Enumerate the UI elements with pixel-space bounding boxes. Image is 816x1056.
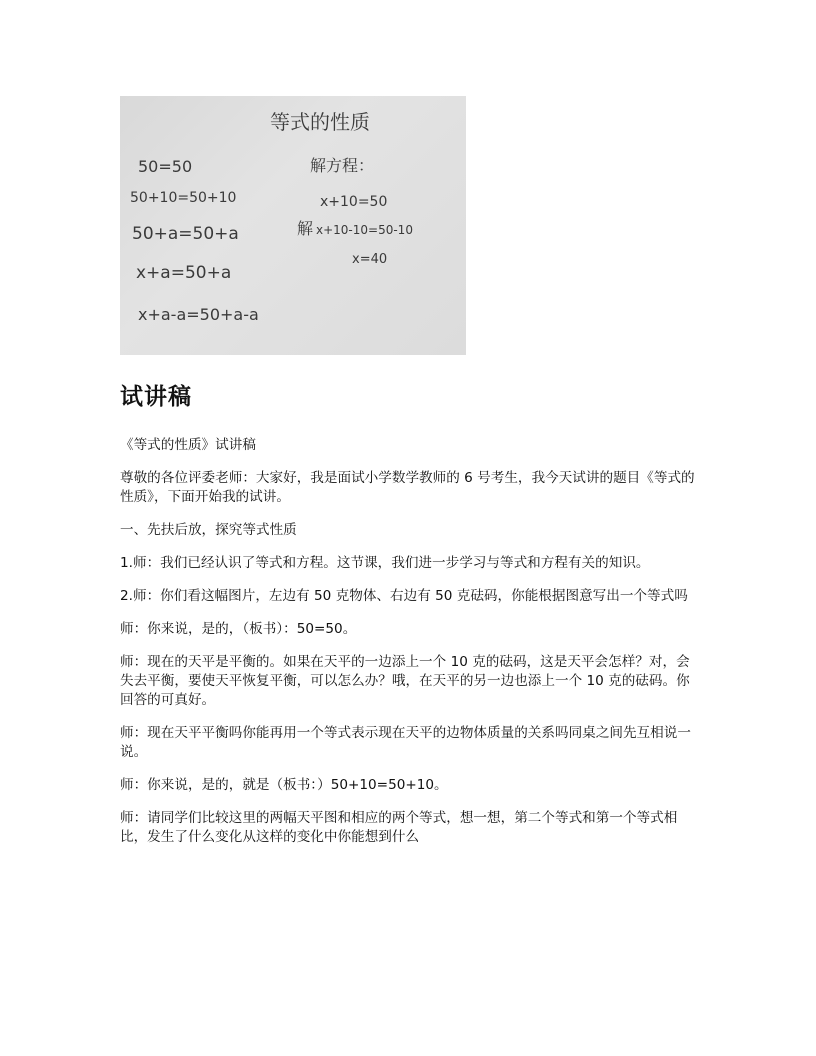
- board-eq-4: x+a=50+a: [136, 263, 232, 283]
- board-right-eq-2: x+10-10=50-10: [316, 223, 413, 237]
- paragraph-doc-title: 《等式的性质》试讲稿: [120, 437, 256, 453]
- lecture-text: [120, 436, 700, 861]
- board-title: 等式的性质: [270, 110, 370, 134]
- board-eq-1: 50=50: [138, 157, 193, 176]
- paragraph-greeting: 尊敬的各位评委老师：大家好，我是面试小学数学教师的 6 号考生，我今天试讲的题目《等式的性质》，下面开始我的试讲。: [120, 470, 695, 505]
- board-right-heading: 解方程：: [310, 156, 375, 175]
- board-eq-3: 50+a=50+a: [132, 224, 239, 244]
- board-right-eq-3: x=40: [352, 252, 388, 267]
- paragraph-1: 1.师：我们已经认识了等式和方程。这节课，我们进一步学习与等式和方程有关的知识。: [120, 555, 650, 571]
- board-eq-5: x+a-a=50+a-a: [138, 305, 259, 324]
- page-title: 试讲稿: [120, 384, 192, 410]
- paragraph-4: 师：现在的天平是平衡的。如果在天平的一边添上一个 10 克的砝码，这是天平会怎样？对，会失去平衡，要使天平恢复平衡，可以怎么办？哦，在天平的另一边也添上一个 10 克的砝码。你回答的可真好。: [120, 654, 690, 708]
- blackboard-photo: [120, 96, 466, 355]
- paragraph-6: 师：你来说，是的，就是（板书：）50+10=50+10。: [120, 777, 448, 793]
- paragraph-5: 师：现在天平平衡吗你能再用一个等式表示现在天平的边物体质量的关系吗同桌之间先互相说一说。: [120, 725, 691, 760]
- paragraph-2: 2.师：你们看这幅图片，左边有 50 克物体、右边有 50 克砝码，你能根据图意写出一个等式吗: [120, 588, 688, 604]
- board-right-eq-1: x+10=50: [320, 194, 388, 210]
- paragraph-7: 师：请同学们比较这里的两幅天平图和相应的两个等式，想一想，第二个等式和第一个等式相比，发生了什么变化从这样的变化中你能想到什么: [120, 810, 678, 845]
- paragraph-section-heading: 一、先扶后放，探究等式性质: [120, 522, 297, 538]
- handwriting-image: [120, 96, 466, 355]
- paragraph-3: 师：你来说，是的，（板书）：50=50。: [120, 621, 357, 637]
- board-eq-2: 50+10=50+10: [130, 190, 237, 206]
- board-right-label: 解: [297, 219, 314, 238]
